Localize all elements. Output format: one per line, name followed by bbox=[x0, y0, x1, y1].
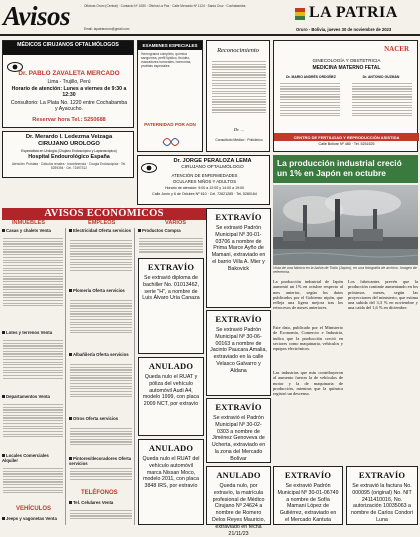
office-address: Calle Junín y 6 de Octubre Nº 610 · Cel. 72621285 · Tel. 5280164 bbox=[152, 192, 257, 196]
classifieds-col-2 bbox=[69, 228, 135, 525]
notice-box bbox=[206, 208, 271, 308]
news-body-3: Las industrias que más contribuyeron al aumento fueron la de vehículos de motor y la de maquinaria de producción, mientras que la química registró un descenso. bbox=[273, 370, 343, 397]
dna-icon bbox=[162, 135, 180, 154]
office-address: Consultorio: La Plata No. 1220 entre Cochabamba y Ayacucho. bbox=[10, 100, 128, 113]
office-info: Oficinas Oruro (Central) · Contacto Nº 1080 · Oficina La Paz · Calle Mercado Nº 1124 · Santa Cruz · Cochabamba bbox=[84, 4, 246, 8]
ad-recognition bbox=[206, 40, 270, 152]
news-lead: La producción industrial de Japón aumentó un 1% en octubre respecto al mes anterior, según los datos publicados por el Gobierno nipón, que refleja una ligera mejora tras los retrocesos de meses anteriores. bbox=[273, 279, 343, 311]
newspaper-logo bbox=[295, 4, 417, 24]
notice-title: EXTRAVÍO bbox=[147, 262, 195, 272]
category-heading: Lotes y terrenos Venta bbox=[2, 330, 52, 335]
ad-ophthalmologist-zavaleta bbox=[2, 40, 134, 128]
col-head-inmuebles: INMUEBLES bbox=[12, 220, 45, 226]
clinic-line1: GINECOLOGÍA Y OBSTETRICIA bbox=[312, 58, 381, 63]
col-head-varios: VARIOS bbox=[165, 220, 187, 226]
news-body-1: Este dato, publicado por el Ministerio de Economía, Comercio e Industria, indica que la producción creció en sectores como maquinaria, vehículos y equipos electrónicos. bbox=[273, 325, 343, 352]
notice-box bbox=[138, 258, 204, 354]
dateline: Oruro - Bolivia, jueves 30 de noviembre de 2023 bbox=[296, 27, 392, 32]
notice-title: EXTRAVÍO bbox=[215, 402, 262, 412]
clinic-logo: NACER bbox=[384, 45, 409, 53]
service-line2: OCULARES NIÑOS Y ADULTOS bbox=[172, 179, 237, 184]
notice-title: EXTRAVÍO bbox=[284, 470, 332, 480]
ad-urologist-ledezma bbox=[2, 131, 134, 178]
doctor-location: Lima - Trujillo, Perú bbox=[47, 79, 91, 85]
recognition-title: Reconocimiento bbox=[217, 47, 259, 54]
notice-box bbox=[273, 466, 343, 525]
doctor-two: Dr. ANTONIO GUZMÁN bbox=[362, 75, 400, 79]
notice-box bbox=[206, 466, 271, 537]
notice-text: Se extravió diploma de bachiller No. 01013462, serie "H", a nombre de Luis Álvaro Uría Canaza bbox=[142, 275, 200, 302]
category-heading: Jeeps y vagonetas Venta bbox=[2, 516, 57, 521]
news-headline: La producción industrial creció un 1% en Japón en octubre bbox=[273, 155, 418, 183]
fertility-banner: CENTRO DE FERTILIDAD Y REPRODUCCIÓN ASISTIDA bbox=[274, 133, 419, 141]
news-body-2: Los fabricantes prevén que la producción continúe aumentando en los próximos meses, según las proyecciones del ministerio, que estima una subida del 3,3 % en noviembre y una caída del 1,6 % en diciembre. bbox=[348, 279, 418, 311]
vehicles-section-header: VEHÍCULOS bbox=[16, 506, 52, 512]
doctor-one: Dr. MARIO ANDRÉS ORDOÑEZ bbox=[286, 75, 336, 79]
office-hours: Horario de atención: Lunes a viernes de 9:30 a 12:30 bbox=[11, 86, 127, 99]
notice-title: ANULADO bbox=[148, 443, 194, 453]
notice-text: Se extravió la factura No. 000095 (original) No. NIT 2411410016, No. autorización 10035063 a nombre de Carlos Condori Luna bbox=[350, 483, 414, 523]
flag-icon bbox=[295, 7, 305, 19]
notice-box bbox=[138, 439, 204, 525]
recognition-signature: Dr. ... bbox=[233, 127, 245, 132]
specialty-banner: MÉDICOS CIRUJANOS OFTALMÓLOGOS bbox=[3, 41, 133, 55]
lab-body: Hemograma completo, química sanguínea, perfil lipídico, tiroideo, marcadores tumorales, hormonas, pruebas especiales. bbox=[141, 52, 192, 69]
notice-box bbox=[138, 357, 204, 436]
category-heading: Casas y chalets Venta bbox=[2, 228, 51, 233]
ad-ophthalmologist-peraloza bbox=[137, 155, 270, 205]
notice-title: ANULADO bbox=[148, 361, 194, 371]
classifieds-col-3 bbox=[138, 228, 206, 258]
office-hours: Horario de atención: 9:00 a 12:00 y 14:00 a 19:00 bbox=[164, 186, 245, 190]
phones-section-header: TELÉFONOS bbox=[81, 490, 118, 496]
category-heading: Albañilería Oferta servicios bbox=[69, 352, 129, 357]
doctor-title: CIRUJANO UROLOGO bbox=[38, 141, 100, 147]
classifieds-title: AVISOS ECONÓMICOS bbox=[44, 208, 164, 219]
news-photo bbox=[273, 185, 418, 265]
reservation-phone: Reservar hora Tel.: 5250688 bbox=[32, 117, 106, 123]
category-heading: Locales Comerciales Alquiler bbox=[2, 453, 49, 463]
notice-text: Se extravió Padrón Municipal Nº 30-06-00163 a nombre de Jacinto Paucara Amalia, extraviado en la calle Velasco Galvarro y Aldana bbox=[210, 327, 267, 374]
notice-text: Se extravió Padrón Municipal Nº 30-01-03706 a nombre de Prima Marce Ayño de Mamani, extraviado en el barrio Villa A. Mier y Bakovick bbox=[211, 225, 266, 272]
classifieds-col-1 bbox=[2, 228, 66, 525]
classifieds-banner bbox=[2, 208, 206, 220]
section-title: Avisos bbox=[3, 1, 71, 31]
services-details: Atención: Próstata · Cálculos renales · Incontinencia · Cirugía Endoscópica · Tel. 5259394 · Cel. 72497312 bbox=[11, 162, 127, 170]
col-head-empleos: EMPLEOS bbox=[88, 220, 116, 226]
doctor-name: Dr. JORGE PERALOZA LEMA bbox=[173, 158, 252, 164]
notice-title: ANULADO bbox=[216, 470, 261, 480]
notice-box bbox=[346, 466, 418, 525]
notice-box bbox=[206, 310, 271, 396]
lab-highlight: PATERNIDAD POR ADN bbox=[144, 122, 196, 127]
category-heading: Electricidad Oferta servicios bbox=[69, 228, 131, 233]
ad-gynecology-nacer bbox=[273, 40, 418, 152]
category-heading: Tel. Celulares Venta bbox=[69, 500, 113, 505]
service-line1: ATENCIÓN DE ENFERMEDADES bbox=[171, 173, 238, 178]
doctor-title: CIRUJANO OFTALMÓLOGO bbox=[181, 165, 244, 170]
lab-header: EXAMENES ESPECIALES bbox=[138, 41, 202, 50]
clinic-line2: MEDICINA MATERNO FETAL bbox=[312, 65, 381, 71]
notice-text: Se extravió el Padrón Municipal Nº 30-02-0303 a nombre de Jiménez Genoveva de Ucherta, extraviado en la zona del Mercado Bolívar bbox=[211, 415, 266, 462]
recognition-footer: Consultorio Médico · Policlínico bbox=[215, 138, 263, 142]
notice-text: Queda nulo el RUAT y póliza del vehículo automóvil Audi A4, modelo 1999, con placa 2009 NCT, por extravío bbox=[142, 374, 200, 408]
email-line: Email: lapatriaoruro@gmail.com bbox=[84, 27, 130, 31]
category-heading: Productos Compra bbox=[138, 228, 181, 233]
category-heading: Pintores/decoradores Oferta servicios bbox=[69, 456, 132, 466]
ad-laboratory bbox=[137, 40, 203, 152]
category-heading: Plomería Oferta servicios bbox=[69, 288, 125, 293]
notice-text: Queda nulo el RUAT del vehículo automóvil marca Nissan Moco, modelo 2011, con placa 3848 IRS, por extravío bbox=[142, 456, 200, 490]
notice-title: EXTRAVÍO bbox=[215, 314, 262, 324]
doctor-name: Dr. PABLO ZAVALETA MERCADO bbox=[18, 70, 120, 77]
clinic-address: Calle Bolívar Nº 480 · Tel. 5251525 bbox=[318, 142, 375, 146]
category-heading: Otros Oferta servicios bbox=[69, 416, 118, 421]
notice-box bbox=[206, 398, 271, 463]
doctor-specialty: Especialista en Urología (Cirujano Endoscópico y Laparoscópico) bbox=[21, 149, 117, 153]
photo-caption: Vista de una fábrica en la bahía de Tokio (Japón), en una fotografía de archivo. Imagen de referencia. bbox=[273, 266, 417, 275]
doctor-name: Dr. Merardo I. Ledezma Veizaga bbox=[25, 134, 113, 140]
category-heading: Departamentos Venta bbox=[2, 394, 50, 399]
masthead bbox=[0, 0, 420, 36]
newspaper-name: LA PATRIA bbox=[309, 4, 398, 21]
notice-title: EXTRAVÍO bbox=[358, 470, 406, 480]
hospital-name: Hospital Endourológico España bbox=[28, 154, 110, 160]
notice-text: Se extravió Padrón Municipal Nº 30-01-06749 a nombre de Sofía Mamani López de Gutiérrez, extraviado en el Mercado Kantuta bbox=[277, 483, 339, 523]
notice-text: Queda nulo, por extravío, la matrícula profesional de Médico Cirujano Nº 24624 a nombre de Romero Delos Reyes Mauricio, extraviado en fecha 21/11/23 bbox=[212, 483, 265, 537]
notice-title: EXTRAVÍO bbox=[215, 212, 262, 222]
